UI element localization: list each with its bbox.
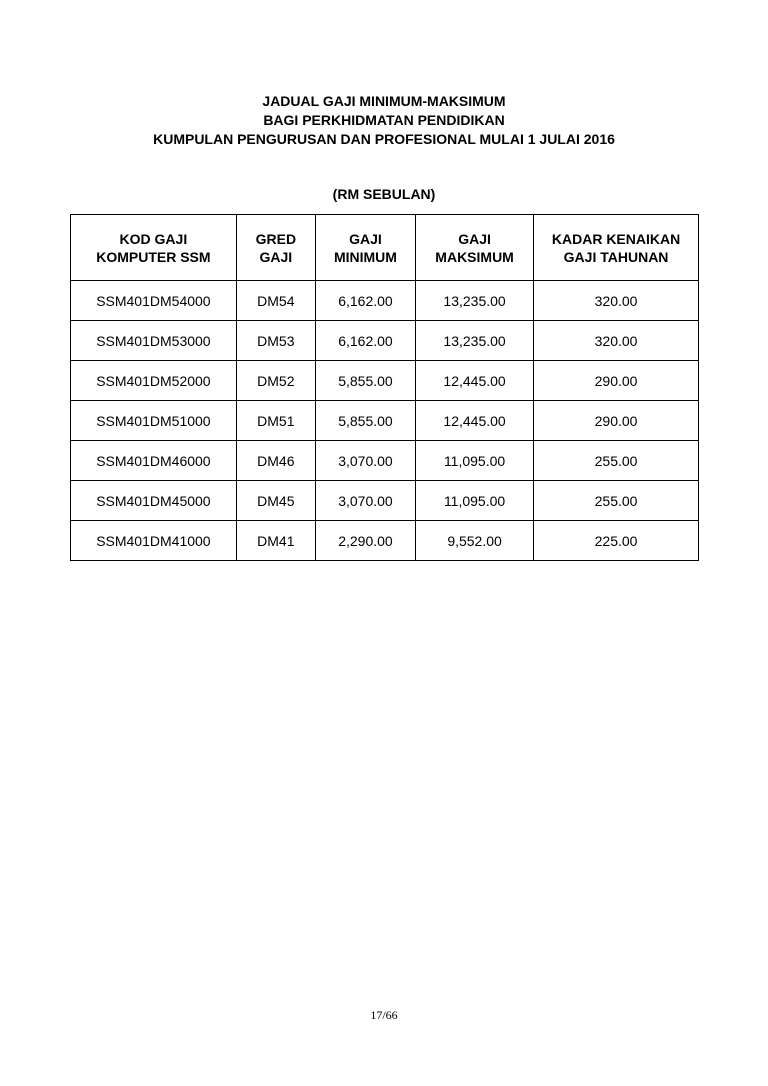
title-line-3: KUMPULAN PENGURUSAN DAN PROFESIONAL MULAI 1 JULAI 2016 — [153, 131, 615, 147]
cell-gaji-maksimum: 11,095.00 — [416, 441, 534, 481]
table-row — [71, 521, 699, 561]
cell-gaji-maksimum: 12,445.00 — [416, 401, 534, 441]
unit-note: (RM SEBULAN) — [332, 186, 436, 202]
page-number: 17/66 — [370, 1008, 398, 1022]
table-row — [71, 401, 699, 441]
cell-gaji-minimum: 5,855.00 — [315, 401, 415, 441]
cell-kod-gaji: SSM401DM52000 — [71, 361, 237, 401]
cell-gaji-maksimum: 13,235.00 — [416, 281, 534, 321]
header-gaji-minimum-line-2: MINIMUM — [333, 248, 397, 265]
cell-gaji-maksimum: 9,552.00 — [416, 521, 534, 561]
cell-kod-gaji: SSM401DM41000 — [71, 521, 237, 561]
cell-gaji-minimum: 3,070.00 — [315, 441, 415, 481]
cell-gred: DM52 — [236, 361, 315, 401]
cell-gred: DM41 — [236, 521, 315, 561]
cell-kod-gaji: SSM401DM53000 — [71, 321, 237, 361]
header-gaji-maksimum — [416, 215, 534, 281]
header-gred-gaji-line-1: GRED — [255, 230, 297, 247]
cell-kadar-kenaikan: 255.00 — [534, 441, 699, 481]
table-row — [71, 321, 699, 361]
header-kod-gaji-line-2: KOMPUTER SSM — [96, 248, 211, 265]
cell-gaji-maksimum: 12,445.00 — [416, 361, 534, 401]
header-gred-gaji-line-2: GAJI — [259, 248, 293, 265]
header-kod-gaji — [71, 215, 237, 281]
cell-kod-gaji: SSM401DM45000 — [71, 481, 237, 521]
header-gaji-maksimum-line-1: GAJI — [458, 230, 491, 247]
salary-table — [70, 214, 699, 561]
header-kadar-kenaikan-line-2: GAJI TAHUNAN — [563, 248, 669, 265]
cell-gaji-maksimum: 13,235.00 — [416, 321, 534, 361]
table-row — [71, 281, 699, 321]
cell-kadar-kenaikan: 320.00 — [534, 321, 699, 361]
cell-gred: DM53 — [236, 321, 315, 361]
header-gaji-minimum — [315, 215, 415, 281]
header-gaji-maksimum-line-2: MAKSIMUM — [435, 248, 514, 265]
header-gred-gaji — [236, 215, 315, 281]
cell-gaji-minimum: 3,070.00 — [315, 481, 415, 521]
header-kadar-kenaikan-line-1: KADAR KENAIKAN — [551, 230, 681, 247]
cell-kod-gaji: SSM401DM54000 — [71, 281, 237, 321]
title-line-2: BAGI PERKHIDMATAN PENDIDIKAN — [263, 112, 505, 128]
cell-gred: DM45 — [236, 481, 315, 521]
cell-gaji-minimum: 6,162.00 — [315, 321, 415, 361]
cell-gred: DM54 — [236, 281, 315, 321]
cell-kadar-kenaikan: 290.00 — [534, 401, 699, 441]
cell-gred: DM51 — [236, 401, 315, 441]
header-kod-gaji-line-1: KOD GAJI — [119, 230, 188, 247]
table-row — [71, 481, 699, 521]
cell-kadar-kenaikan: 320.00 — [534, 281, 699, 321]
table-header-row — [71, 215, 699, 281]
cell-kadar-kenaikan: 225.00 — [534, 521, 699, 561]
cell-kod-gaji: SSM401DM51000 — [71, 401, 237, 441]
table-row — [71, 361, 699, 401]
cell-gred: DM46 — [236, 441, 315, 481]
cell-gaji-maksimum: 11,095.00 — [416, 481, 534, 521]
header-kadar-kenaikan — [534, 215, 699, 281]
table-row — [71, 441, 699, 481]
cell-kadar-kenaikan: 255.00 — [534, 481, 699, 521]
cell-kod-gaji: SSM401DM46000 — [71, 441, 237, 481]
title-line-1: JADUAL GAJI MINIMUM-MAKSIMUM — [262, 93, 506, 109]
header-gaji-minimum-line-1: GAJI — [349, 230, 382, 247]
cell-gaji-minimum: 2,290.00 — [315, 521, 415, 561]
cell-gaji-minimum: 6,162.00 — [315, 281, 415, 321]
document-title — [0, 92, 768, 149]
cell-gaji-minimum: 5,855.00 — [315, 361, 415, 401]
cell-kadar-kenaikan: 290.00 — [534, 361, 699, 401]
